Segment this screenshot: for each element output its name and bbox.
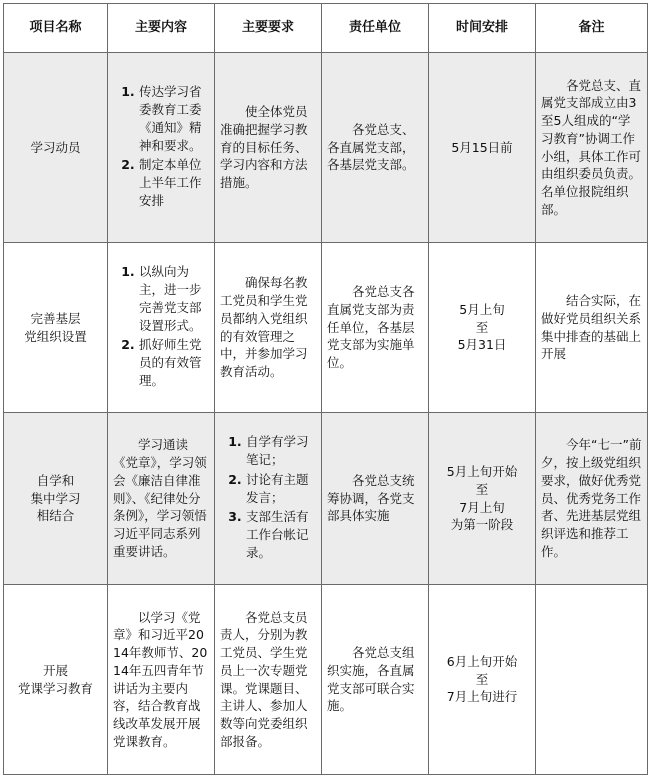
note-cell: 结合实际，在做好党员组织关系集中排查的基础上开展 [536, 243, 648, 413]
project-name: 党课学习教育 [17, 680, 93, 696]
time-cell [429, 413, 536, 585]
project-name-cell [4, 243, 108, 413]
table-row [4, 243, 648, 413]
header-schedule: 时间安排 [429, 4, 536, 53]
requirement-cell [215, 413, 322, 585]
time-line: 至 [475, 671, 489, 687]
time-line: 5月上旬 [459, 301, 505, 317]
project-name: 自学和 [36, 472, 75, 488]
unit-cell: 各党总支、各直属党支部，各基层党支部。 [322, 53, 429, 243]
unit-cell: 各党总支统筹协调，各党支部具体实施 [322, 413, 429, 585]
project-name: 党组织设置 [24, 328, 87, 344]
project-name: 完善基层 [30, 310, 81, 326]
header-project-name: 项目名称 [4, 4, 108, 53]
project-name: 集中学习 [30, 490, 81, 506]
list-item: 1. 以纵向为主，进一步完善党支部设置形式。 [139, 263, 209, 334]
requirement-list [220, 433, 316, 561]
time-line: 至 [475, 481, 489, 497]
list-item: 1. 自学有学习笔记； [246, 433, 316, 469]
note-cell: 今年“七一”前夕，按上级党组织要求，做好优秀党员、优秀党务工作者、先进基层党组织评选和推荐工作。 [536, 413, 648, 585]
header-notes: 备注 [536, 4, 648, 53]
list-item: 3. 支部生活有工作台帐记录。 [246, 508, 316, 561]
content-cell: 学习通读《党章》，学习领会《廉洁自律准则》、《纪律处分条例》，学习领悟习近平同志系列重要讲话。 [108, 413, 215, 585]
list-item: 2. 抓好师生党员的有效管理。 [139, 336, 209, 389]
time-line: 5月15日前 [451, 139, 513, 155]
project-name: 相结合 [36, 508, 75, 524]
table-row [4, 53, 648, 243]
project-name: 学习动员 [30, 139, 81, 155]
requirement-cell: 确保每名教工党员和学生党员都纳入党组织的有效管理之中，并参加学习教育活动。 [215, 243, 322, 413]
project-name: 开展 [42, 662, 68, 678]
project-name-cell [4, 585, 108, 775]
header-main-content: 主要内容 [108, 4, 215, 53]
time-line: 7月上旬 [459, 499, 505, 515]
table-row [4, 413, 648, 585]
time-cell [429, 53, 536, 243]
work-plan-table [3, 3, 648, 775]
requirement-cell: 使全体党员准确把握学习教育的目标任务、学习内容和方法措施。 [215, 53, 322, 243]
time-line: 至 [475, 319, 489, 335]
time-cell [429, 585, 536, 775]
unit-cell: 各党总支各直属党支部为责任单位，各基层党支部为实施单位。 [322, 243, 429, 413]
time-line: 7月上旬进行 [446, 689, 518, 705]
list-item: 2. 制定本单位上半年工作安排 [139, 156, 209, 209]
content-list [113, 83, 209, 209]
time-line: 6月上旬开始 [446, 653, 518, 669]
content-cell: 以学习《党章》和习近平2014年教师节、2014年五四青年节讲话为主要内容，结合教育战线改革发展开展党课教育。 [108, 585, 215, 775]
header-row [4, 4, 648, 53]
project-name-cell [4, 53, 108, 243]
unit-cell: 各党总支组织实施，各直属党支部可联合实施。 [322, 585, 429, 775]
list-item: 1. 传达学习省委教育工委《通知》精神和要求。 [139, 83, 209, 154]
content-cell [108, 53, 215, 243]
project-name-cell [4, 413, 108, 585]
note-cell: 各党总支、直属党支部成立由3至5人组成的“学习教育”协调工作小组，具体工作可由组织委员负责。名单位报院组织部。 [536, 53, 648, 243]
header-responsible-unit: 责任单位 [322, 4, 429, 53]
header-main-requirement: 主要要求 [215, 4, 322, 53]
requirement-cell: 各党总支员责人，分别为教工党员、学生党员上一次专题党课。党课题目、主讲人、参加人数等向党委组织部报备。 [215, 585, 322, 775]
time-line: 5月31日 [457, 337, 507, 353]
table-row [4, 585, 648, 775]
content-list [113, 263, 209, 389]
content-cell [108, 243, 215, 413]
time-line: 为第一阶段 [450, 517, 514, 533]
note-cell [536, 585, 648, 775]
list-item: 2. 讨论有主题发言； [246, 471, 316, 507]
time-cell [429, 243, 536, 413]
time-line: 5月上旬开始 [446, 464, 518, 479]
